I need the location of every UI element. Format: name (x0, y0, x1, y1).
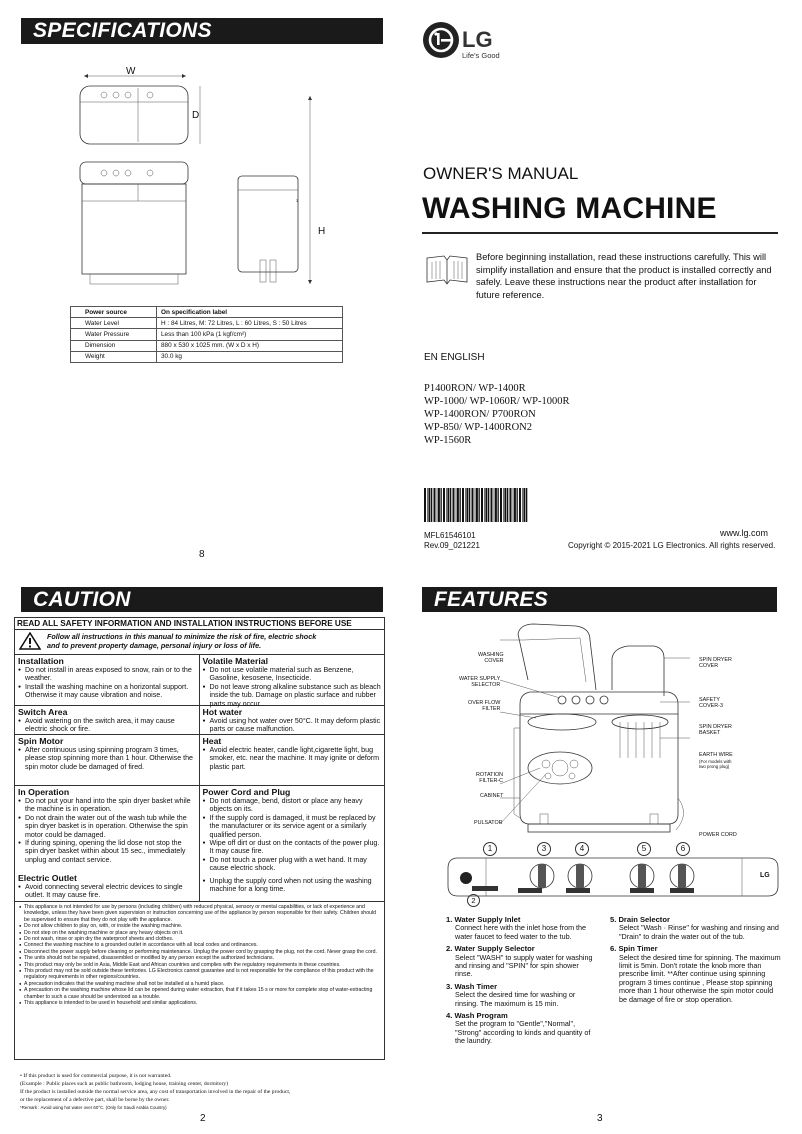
svg-text:3: 3 (296, 198, 299, 203)
lg-tagline: Life's Good (462, 51, 500, 60)
barcode-bar (517, 488, 518, 522)
barcode-bar (465, 488, 466, 522)
dimension-d-label: D (192, 110, 200, 121)
barcode-bar (472, 488, 474, 522)
features-header: FEATURES (422, 587, 777, 612)
panel-num-3: 3 (537, 842, 551, 856)
barcode-bar (522, 488, 523, 522)
warning-line-2: and to prevent property damage, personal injury or loss of life. (47, 641, 262, 650)
barcode-bar (495, 488, 497, 522)
control-panel (446, 856, 780, 898)
model-line: WP-850/ WP-1400RON2 (424, 422, 533, 433)
table-row: Water Level H : 84 Litres, M: 72 Litres, L : 60 Litres, S : 50 Litres (71, 318, 343, 329)
label-washing-cover: WASHING COVER (478, 652, 504, 665)
table-row: Power source On specification label (71, 307, 343, 318)
barcode-bar (488, 488, 489, 522)
barcode-bar (523, 488, 525, 522)
model-line: WP-1000/ WP-1060R/ WP-1000R (424, 396, 570, 407)
label-safety-cover: SAFETY COVER-3 (699, 697, 723, 710)
panel-num-5: 5 (637, 842, 651, 856)
label-earth-note: (For models with two prong plug) (699, 759, 732, 769)
feature-list-right (610, 916, 782, 1008)
machine-dimension-drawing (60, 66, 340, 302)
page-number-3: 3 (597, 1113, 603, 1124)
caution-cell-hot-water: Hot water ● Avoid using hot water over 50°C. It may deform plastic parts or cause malfunction. (200, 706, 385, 735)
caution-box (14, 617, 385, 1060)
barcode-bar (498, 488, 499, 522)
dimension-h-label: H (318, 226, 326, 237)
caution-cell-electric-outlet: Electric Outlet ● Avoid connecting several electric devices to single outlet. It may cause fire. (15, 872, 200, 902)
feature-item-3: 3. Wash Timer Select the desired time for washing or rinsing. The maximum is 15 min. (446, 981, 576, 1008)
barcode-bar (447, 488, 449, 522)
panel-logo: LG (760, 872, 770, 879)
barcode-bar (484, 488, 485, 522)
table-row: Dimension 880 x 530 x 1025 mm. (W x D x H) (71, 340, 343, 351)
warning-line-1: Follow all instructions in this manual to minimize the risk of fire, electric shock (47, 632, 317, 641)
feature-item-6: 6. Spin Timer Select the desired time for spinning. The maximum limit is 5min. Don't rotate the knob more than prescribe limit. **After continue using spinning program 3 times continue , Please stop spinning more than 1 hour otherwise the spin motor could be damage of fire or stop operation. (610, 944, 781, 1004)
barcode-bar (424, 488, 426, 522)
warning-row (15, 630, 384, 655)
caution-header: CAUTION (21, 587, 383, 612)
label-earth-wire: EARTH WIRE (699, 752, 733, 758)
panel-num-6: 6 (676, 842, 690, 856)
barcode-bar (438, 488, 440, 522)
barcode-bar (457, 488, 459, 522)
barcode-bar (476, 488, 478, 522)
washing-machine-title: WASHING MACHINE (422, 192, 717, 225)
barcode-bar (427, 488, 428, 522)
barcode (424, 488, 528, 522)
caution-grid (15, 655, 384, 902)
barcode-bar (437, 488, 438, 522)
panel-num-4: 4 (575, 842, 589, 856)
intro-text: Before beginning installation, read these instructions carefully. This will simplify installation and ensure that the product is installed correctly and safely. Leave these instructions near the product after installation for future reference. (476, 252, 772, 300)
barcode-bar (481, 488, 483, 522)
barcode-bar (475, 488, 476, 522)
label-rotation-filter: ROTATION FILTER-C (476, 772, 504, 785)
caution-cell-volatile-material: Volatile Material ● Do not use volatile material such as Benzene, Gasoline, kesosene, Insecticide. ● Do not leave strong alkaline substance such as bleach inside the tub. Damage on plastic surface and rubber parts may occur. (200, 655, 385, 706)
caution-cell-spin-motor: Spin Motor ● After continuous using spinning program 3 times, please stop spinning more than 1 hour. Otherwise the spin motor clude be damaged of fired. (15, 735, 200, 786)
lg-logo (423, 22, 459, 58)
barcode-bar (504, 488, 506, 522)
barcode-bar (450, 488, 451, 522)
panel-num-1: 1 (483, 842, 497, 856)
specifications-header: SPECIFICATIONS (21, 18, 383, 44)
feature-item-4: 4. Wash Program Set the program to "Gentle","Normal", "Strong" according to kinds and quantity of the laundry. (446, 1011, 591, 1046)
barcode-bar (479, 488, 480, 522)
lg-url: www.lg.com (720, 528, 769, 538)
lg-wordmark: LG (462, 27, 493, 52)
barcode-bar (510, 488, 512, 522)
copyright: Copyright © 2015-2021 LG Electronics. All rights reserved. (568, 541, 776, 550)
manual-code: MFL61546101 (424, 531, 476, 540)
title-rule (422, 232, 778, 234)
book-icon (424, 252, 470, 288)
barcode-bar (431, 488, 432, 522)
barcode-bar (494, 488, 495, 522)
barcode-bar (503, 488, 504, 522)
caution-cell-in-operation: In Operation ● Do not put your hand into the spin dryer basket while the machine is in operation. ● Do not drain the water out of the wash tub while the spin dryer basket is in operation. Otherwise the spin motor could be damaged. ● If during spining, opening the lid dose not stop the spin dryer basket within about 15 sec., immediately unplug and contact service. (15, 786, 200, 872)
caution-cell-unplug: ● Unplug the supply cord when not using the washing machine for a long time. (200, 872, 385, 902)
caution-cell-switch-area: Switch Area ● Avoid watering on the switch area, it may cause electric shock or fire. (15, 706, 200, 735)
caution-notes: ● This appliance is not intended for use by persons (including children) with reduced physical, sensory or mental capabilities, or lack of experience and knowledge, unless they have been given supervision or instruction concerning use of the appliance by person responsible for their safety. Children should be supervised to ensure that they do not play with the appliance. ● Do not allow children to play on, with, or inside the washing machine. ● Do not step on the washing machine or place any heavy objects on it. ● Do not wash, rinse or spin dry the waterproof sheets and clothes. ● Connect the washing machine to a grounded outlet in accordance with all local codes and ordinances. ● Disconnect the power supply before cleaning or performing maintenance. Unplug the power cord by grasping the plug, not the cord. Never grasp the cord. ● The units should not be repaired, disassembled or modified by any person except the authorized technicians. ● This product may only be sold in Asia, Middle East and African countries and complies with the regulatory requirements in these countries. ● This product may not be sold outside these territories. LG Electronics cannot guarantee and is not responsible for the compliance of this product with the regulatory requirements in other regions/countries. ● A precaution indicates that the washing machine shall not be installed at a humid place. ● A precaution on the washing machine whose lid can be opened during water extraction, that if it takes 15 s or more for complete stop of water-extracting chamber to such a case should be understood as a trouble. ● This appliance is intended to be used in household and similar applications. (15, 902, 384, 1009)
washing-machine-illustration (500, 618, 690, 840)
barcode-bar (500, 488, 502, 522)
page-number-8: 8 (199, 549, 205, 560)
barcode-bar (460, 488, 461, 522)
model-list (424, 382, 569, 447)
label-power-cord: POWER CORD (699, 832, 737, 838)
language-label: EN ENGLISH (424, 352, 485, 363)
barcode-bar (485, 488, 487, 522)
label-cabinet: CABINET (480, 793, 504, 799)
caution-cell-power-cord: Power Cord and Plug ● Do not damage, bend, distort or place any heavy objects on its. ● If the supply cord is damaged, it must be replaced by the manufacturer or its service agent or a similarly qualified person. ● Wipe off dirt or dust on the contacts of the power plug. It may cause fire. ● Do not touch a power plug with a wet hand. It may cause electric shock. (200, 786, 385, 872)
barcode-bar (462, 488, 464, 522)
barcode-bar (507, 488, 508, 522)
label-spin-dryer-basket: SPIN DRYER BASKET (699, 724, 732, 737)
barcode-bar (514, 488, 516, 522)
model-line: WP-1400RON/ P700RON (424, 409, 536, 420)
barcode-bar (446, 488, 447, 522)
feature-list-left (446, 916, 596, 1050)
lg-face-icon (423, 22, 459, 58)
barcode-bar (526, 488, 527, 522)
barcode-bar (443, 488, 445, 522)
barcode-bar (466, 488, 468, 522)
feature-item-1: 1. Water Supply Inlet Connect here with the inlet hose from the water faucet to feed water to the tub. (446, 915, 587, 941)
label-pulsator: PULSATOR (474, 820, 503, 826)
barcode-bar (434, 488, 436, 522)
feature-item-2: 2. Water Supply Selector Select "WASH" to supply water for washing and rinsing and "SPIN" for spin shower rinse. (446, 944, 593, 979)
barcode-bar (519, 488, 521, 522)
barcode-bar (441, 488, 442, 522)
revision: Rev.09_021221 (424, 541, 480, 550)
model-line: P1400RON/ WP-1400R (424, 383, 526, 394)
caution-cell-installation: Installation ● Do not install in areas exposed to snow, rain or to the weather. ● Install the washing machine on a horizontal support. Otherwise it may cause vibration and noise. (15, 655, 200, 706)
dimension-w-label: W (126, 66, 136, 77)
barcode-bar (491, 488, 493, 522)
warning-triangle-icon (19, 632, 41, 650)
barcode-bar (456, 488, 457, 522)
label-spin-dryer-cover: SPIN DRYER COVER (699, 657, 732, 670)
panel-num-2: 2 (467, 894, 480, 907)
model-line: WP-1560R (424, 435, 472, 446)
feature-item-5: 5. Drain Selector Select "Wash · Rinse" for washing and rinsing and "Drain" to drain the water out of the tub. (610, 915, 779, 941)
page-number-2: 2 (200, 1113, 206, 1124)
table-row: Water Pressure Less than 100 kPa (1 kgf/cm²) (71, 329, 343, 340)
barcode-bar (513, 488, 514, 522)
barcode-bar (469, 488, 470, 522)
barcode-bar (453, 488, 455, 522)
owners-manual-label: OWNER'S MANUAL (423, 164, 579, 183)
caution-cell-heat: Heat ● Avoid electric heater, candle light,cigarette light, bug smoker, etc. near the machine. It may ignite or deform plastic part. (200, 735, 385, 786)
label-water-supply-selector: WATER SUPPLY SELECTOR (459, 676, 501, 689)
specification-table (70, 306, 343, 363)
caution-banner: READ ALL SAFETY INFORMATION AND INSTALLATION INSTRUCTIONS BEFORE USE (15, 618, 384, 630)
table-row: Weight 30.0 kg (71, 351, 343, 362)
barcode-bar (428, 488, 430, 522)
caution-footnotes: • If this product is used for commercial purpose, it is not warranted. (Example : Public places such as public bathroom, lodging house, training center, dormitory) If the product is installed outside the normal service area, any cost of transportation involved in the repair of the product, or the replacement of a defective part, shall be borne by the owner. *Remark : Avoid using hot water over 60°C. (Only for Saudi Arabia Country) (20, 1073, 291, 1110)
label-over-flow-filter: OVER FLOW FILTER (468, 700, 501, 713)
